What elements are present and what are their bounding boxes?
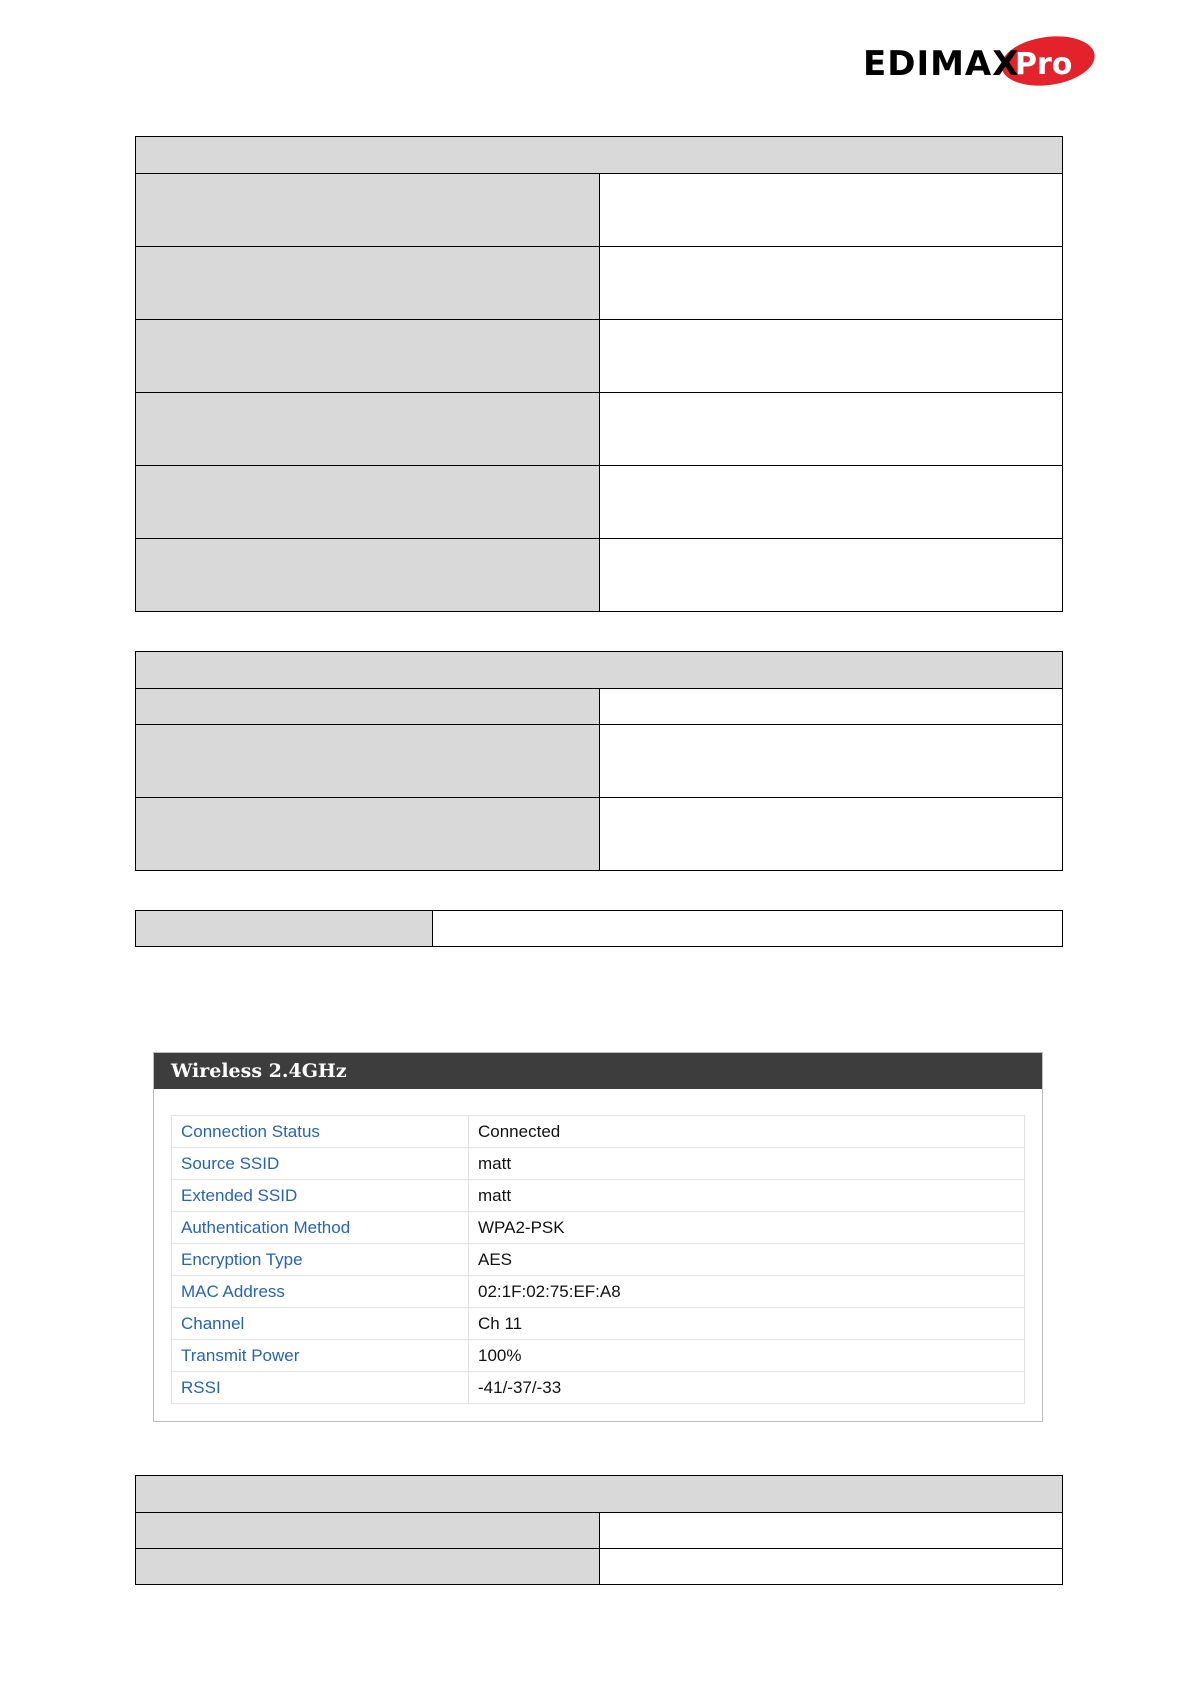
- table-value-cell: [599, 689, 1063, 725]
- row-value: Ch 11: [469, 1308, 1025, 1340]
- panel-title: Wireless 2.4GHz: [154, 1053, 1042, 1089]
- table-value-cell: [599, 320, 1063, 393]
- table-value-cell: [599, 539, 1063, 612]
- row-label: Connection Status: [172, 1116, 469, 1148]
- table-row: [172, 1116, 1025, 1148]
- table-row: [172, 1148, 1025, 1180]
- wireless-status-panel: [153, 1052, 1043, 1422]
- table-label-cell: [136, 539, 600, 612]
- row-value: matt: [469, 1148, 1025, 1180]
- table-label-cell: [136, 725, 600, 798]
- table-value-cell: [599, 247, 1063, 320]
- table-label-cell: [136, 247, 600, 320]
- table-header-row: [136, 652, 1063, 689]
- row-label: Source SSID: [172, 1148, 469, 1180]
- wireless-status-table: [171, 1115, 1025, 1404]
- table-label-cell: [136, 1549, 600, 1585]
- table-row: [172, 1276, 1025, 1308]
- table-row: [172, 1308, 1025, 1340]
- table-header-row: [136, 137, 1063, 174]
- row-value: Connected: [469, 1116, 1025, 1148]
- svg-text:EDIMAX: EDIMAX: [863, 44, 1020, 84]
- table-label-cell: [136, 174, 600, 247]
- table-value-cell: [599, 798, 1063, 871]
- table-value-cell: [599, 725, 1063, 798]
- row-value: 02:1F:02:75:EF:A8: [469, 1276, 1025, 1308]
- row-value: AES: [469, 1244, 1025, 1276]
- row-label: Channel: [172, 1308, 469, 1340]
- table-value-cell: [599, 1549, 1063, 1585]
- table-label-cell: [136, 466, 600, 539]
- row-label: Encryption Type: [172, 1244, 469, 1276]
- table-row: [172, 1212, 1025, 1244]
- table-row: [172, 1180, 1025, 1212]
- table-label-cell: [136, 798, 600, 871]
- table-label-cell: [136, 320, 600, 393]
- edimax-pro-logo: [843, 34, 1103, 94]
- row-label: Transmit Power: [172, 1340, 469, 1372]
- row-value: matt: [469, 1180, 1025, 1212]
- row-label: MAC Address: [172, 1276, 469, 1308]
- table-value-cell: [599, 1513, 1063, 1549]
- logo-graphic: [843, 34, 1103, 94]
- row-label: RSSI: [172, 1372, 469, 1404]
- settings-table-4: [135, 1475, 1063, 1585]
- table-header-row: [136, 1476, 1063, 1513]
- table-value-cell: [599, 393, 1063, 466]
- settings-table-2: [135, 651, 1063, 871]
- table-row: [172, 1244, 1025, 1276]
- settings-table-3: [135, 910, 1063, 947]
- settings-table-1: [135, 136, 1063, 612]
- row-label: Extended SSID: [172, 1180, 469, 1212]
- table-row: [172, 1372, 1025, 1404]
- row-value: -41/-37/-33: [469, 1372, 1025, 1404]
- table-label-cell: [136, 1513, 600, 1549]
- table-value-cell: [599, 174, 1063, 247]
- svg-text:Pro: Pro: [1015, 47, 1073, 82]
- row-value: 100%: [469, 1340, 1025, 1372]
- table-label-cell: [136, 911, 433, 947]
- table-label-cell: [136, 689, 600, 725]
- table-row: [172, 1340, 1025, 1372]
- row-label: Authentication Method: [172, 1212, 469, 1244]
- row-value: WPA2-PSK: [469, 1212, 1025, 1244]
- table-label-cell: [136, 393, 600, 466]
- table-value-cell: [433, 911, 1063, 947]
- table-value-cell: [599, 466, 1063, 539]
